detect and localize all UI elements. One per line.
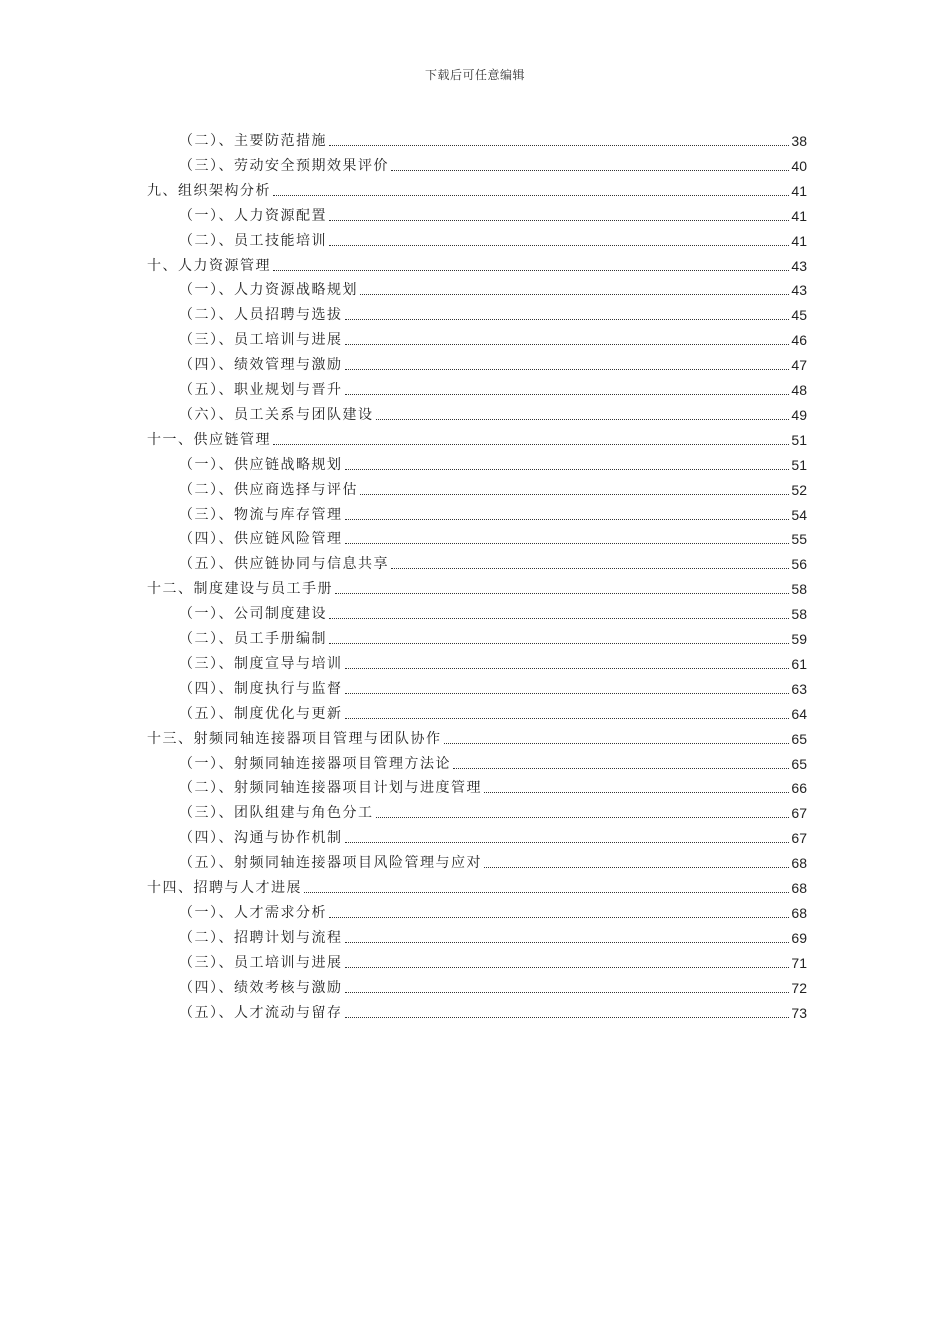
toc-entry[interactable] [179, 998, 807, 1022]
toc-dot-leader [329, 617, 789, 619]
toc-entry-page-number: 51 [791, 456, 807, 473]
toc-entry[interactable] [179, 350, 807, 374]
toc-dot-leader [273, 443, 789, 445]
toc-entry-page-number: 73 [791, 1004, 807, 1021]
toc-entry-title: （三）、物流与库存管理 [179, 506, 343, 523]
toc-entry-page-number: 68 [791, 904, 807, 921]
toc-dot-leader [345, 1016, 790, 1018]
toc-entry-title: 十三、射频同轴连接器项目管理与团队协作 [147, 730, 442, 747]
toc-entry-title: （五）、射频同轴连接器项目风险管理与应对 [179, 855, 482, 872]
toc-dot-leader [273, 194, 789, 196]
toc-dot-leader [345, 841, 790, 843]
toc-entry-title: 十二、制度建设与员工手册 [147, 581, 333, 598]
toc-entry-page-number: 55 [791, 531, 807, 548]
toc-entry[interactable] [179, 798, 807, 822]
toc-entry-page-number: 71 [791, 954, 807, 971]
toc-entry-page-number: 69 [791, 929, 807, 946]
toc-dot-leader [345, 318, 790, 320]
toc-entry-title: （三）、员工培训与进展 [179, 954, 343, 971]
toc-entry[interactable] [179, 823, 807, 847]
toc-entry[interactable] [179, 375, 807, 399]
toc-entry-page-number: 68 [791, 855, 807, 872]
toc-entry[interactable] [179, 201, 807, 225]
toc-entry-page-number: 38 [791, 133, 807, 149]
toc-dot-leader [484, 791, 789, 793]
toc-dot-leader [484, 866, 789, 868]
toc-dot-leader [345, 717, 790, 719]
toc-entry[interactable] [179, 549, 807, 573]
toc-dot-leader [444, 742, 790, 744]
toc-dot-leader [345, 692, 790, 694]
page-header: 下载后可任意编辑 [424, 68, 525, 82]
toc-entry[interactable] [147, 251, 807, 275]
toc-entry-title: 九、组织架构分析 [147, 182, 271, 199]
toc-dot-leader [329, 219, 789, 221]
toc-entry[interactable] [179, 773, 807, 797]
toc-entry-title: （一）、公司制度建设 [179, 606, 327, 623]
toc-dot-leader [345, 343, 790, 345]
toc-entry-page-number: 65 [791, 755, 807, 772]
toc-entry-page-number: 46 [791, 332, 807, 349]
toc-dot-leader [345, 966, 790, 968]
toc-entry[interactable] [179, 450, 807, 474]
toc-entry[interactable] [179, 400, 807, 424]
toc-dot-leader [376, 816, 790, 818]
toc-entry-page-number: 45 [791, 307, 807, 324]
toc-entry[interactable] [179, 749, 807, 773]
toc-entry-page-number: 41 [791, 232, 807, 249]
toc-entry-title: （一）、人力资源战略规划 [179, 282, 358, 299]
toc-entry-title: （三）、员工培训与进展 [179, 332, 343, 349]
toc-entry-title: （四）、制度执行与监督 [179, 680, 343, 697]
toc-dot-leader [345, 941, 790, 943]
toc-entry-title: （二）、员工技能培训 [179, 232, 327, 249]
toc-entry-page-number: 40 [791, 157, 807, 174]
toc-entry-title: （三）、制度宣导与培训 [179, 655, 343, 672]
toc-entry-page-number: 56 [791, 556, 807, 573]
toc-entry-title: （五）、供应链协同与信息共享 [179, 556, 389, 573]
toc-entry[interactable] [179, 923, 807, 947]
toc-entry-title: （五）、人才流动与留存 [179, 1004, 343, 1021]
toc-entry-title: （一）、人才需求分析 [179, 904, 327, 921]
toc-entry-page-number: 47 [791, 357, 807, 374]
toc-dot-leader [360, 493, 789, 495]
toc-entry-title: （三）、劳动安全预期效果评价 [179, 157, 389, 174]
toc-dot-leader [345, 991, 790, 993]
toc-entry-title: （二）、人员招聘与选拔 [179, 307, 343, 324]
toc-dot-leader [391, 169, 789, 171]
toc-entry[interactable] [179, 126, 807, 150]
toc-dot-leader [345, 542, 790, 544]
toc-entry-title: 十四、招聘与人才进展 [147, 880, 302, 896]
toc-entry[interactable] [179, 674, 807, 698]
toc-dot-leader [345, 667, 790, 669]
toc-entry-page-number: 59 [791, 631, 807, 647]
toc-entry[interactable] [179, 649, 807, 673]
toc-dot-leader [345, 393, 790, 395]
toc-entry-title: （二）、招聘计划与流程 [179, 929, 343, 946]
toc-entry-page-number: 51 [791, 431, 807, 448]
toc-entry-page-number: 54 [791, 506, 807, 523]
toc-entry-page-number: 67 [791, 805, 807, 822]
toc-dot-leader [273, 269, 789, 271]
toc-entry-page-number: 72 [791, 979, 807, 996]
toc-dot-leader [345, 368, 790, 370]
toc-entry-title: （三）、团队组建与角色分工 [179, 805, 374, 822]
toc-entry-title: （四）、供应链风险管理 [179, 531, 343, 548]
toc-entry-title: （一）、射频同轴连接器项目管理方法论 [179, 755, 451, 772]
toc-dot-leader [329, 642, 789, 644]
toc-entry[interactable] [179, 848, 807, 872]
toc-entry[interactable] [179, 226, 807, 250]
toc-entry-title: （一）、供应链战略规划 [179, 456, 343, 473]
toc-entry-title: （四）、绩效管理与激励 [179, 357, 343, 374]
toc-entry[interactable] [179, 948, 807, 972]
toc-entry-page-number: 64 [791, 705, 807, 722]
toc-entry-page-number: 67 [791, 830, 807, 847]
toc-entry-page-number: 65 [791, 730, 807, 747]
toc-entry[interactable] [179, 599, 807, 623]
toc-entry-title: （二）、员工手册编制 [179, 631, 327, 647]
toc-dot-leader [345, 518, 790, 520]
toc-entry[interactable] [179, 300, 807, 324]
toc-entry[interactable] [179, 325, 807, 349]
toc-dot-leader [453, 767, 789, 769]
toc-entry[interactable] [147, 873, 807, 897]
toc-entry-page-number: 68 [791, 880, 807, 896]
toc-entry-page-number: 63 [791, 680, 807, 697]
toc-entry[interactable] [179, 524, 807, 548]
toc-entry-page-number: 58 [791, 606, 807, 623]
toc-dot-leader [329, 144, 789, 146]
toc-entry[interactable] [179, 624, 807, 648]
toc-entry-page-number: 43 [791, 257, 807, 274]
toc-entry[interactable] [147, 425, 807, 449]
toc-entry[interactable] [179, 151, 807, 175]
toc-entry-title: （五）、职业规划与晋升 [179, 382, 343, 398]
toc-entry-title: （六）、员工关系与团队建设 [179, 406, 374, 423]
toc-entry-title: 十一、供应链管理 [147, 431, 271, 448]
toc-entry-page-number: 48 [791, 382, 807, 398]
toc-dot-leader [345, 468, 790, 470]
toc-entry-title: （四）、沟通与协作机制 [179, 830, 343, 847]
toc-entry-page-number: 52 [791, 481, 807, 498]
toc-dot-leader [360, 293, 789, 295]
toc-entry[interactable] [179, 500, 807, 524]
toc-entry[interactable] [179, 275, 807, 299]
toc-entry[interactable] [147, 574, 807, 598]
toc-dot-leader [329, 916, 789, 918]
toc-entry[interactable] [147, 724, 807, 748]
toc-entry[interactable] [179, 898, 807, 922]
toc-entry-title: （二）、射频同轴连接器项目计划与进度管理 [179, 780, 482, 797]
toc-entry-title: （二）、主要防范措施 [179, 133, 327, 149]
toc-dot-leader [376, 418, 790, 420]
toc-entry-title: （四）、绩效考核与激励 [179, 979, 343, 996]
toc-entry-page-number: 43 [791, 282, 807, 299]
toc-dot-leader [335, 592, 789, 594]
toc-entry-page-number: 41 [791, 182, 807, 199]
toc-entry-page-number: 58 [791, 581, 807, 598]
toc-entry-title: （一）、人力资源配置 [179, 207, 327, 224]
toc-entry[interactable] [179, 475, 807, 499]
toc-entry[interactable] [179, 973, 807, 997]
toc-dot-leader [304, 891, 789, 893]
toc-entry-page-number: 61 [791, 655, 807, 672]
toc-entry[interactable] [147, 176, 807, 200]
toc-entry-title: （二）、供应商选择与评估 [179, 481, 358, 498]
toc-entry-page-number: 49 [791, 406, 807, 423]
toc-entry-page-number: 41 [791, 207, 807, 224]
toc-dot-leader [391, 567, 789, 569]
toc-entry-title: （五）、制度优化与更新 [179, 705, 343, 722]
toc-dot-leader [329, 244, 789, 246]
toc-entry-title: 十、人力资源管理 [147, 257, 271, 274]
toc-entry[interactable] [179, 699, 807, 723]
toc-entry-page-number: 66 [791, 780, 807, 797]
